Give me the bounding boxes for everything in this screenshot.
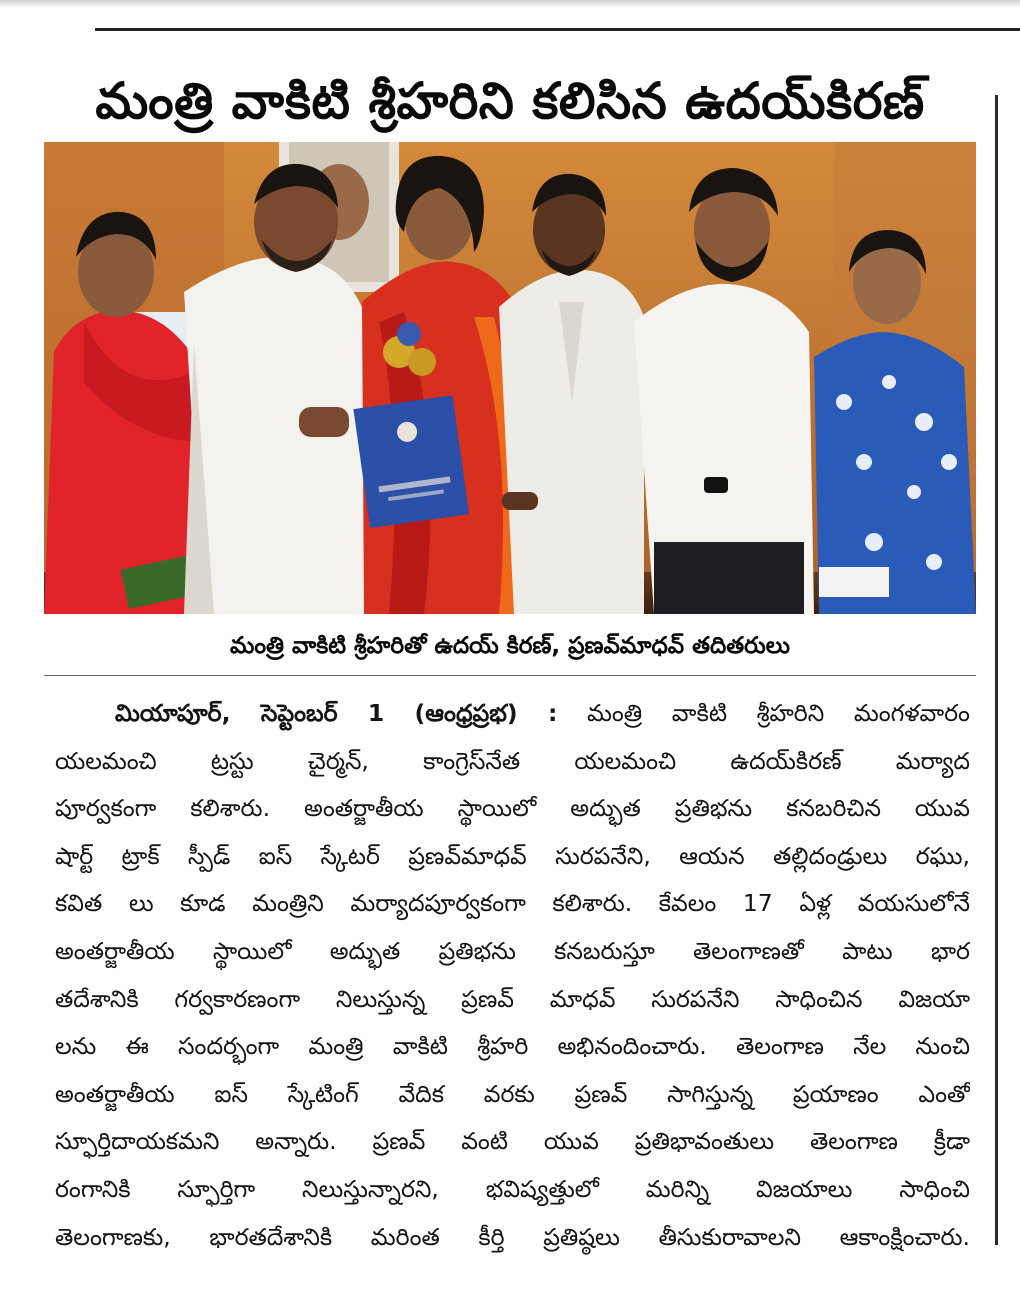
body-line: యలమంచి ట్రస్టు చైర్మన్, కాంగ్రెస్‌నేత యలమంచి ఉదయ్‌కిరణ్ మర్యాద (55, 746, 970, 775)
wristwatch (704, 477, 728, 493)
body-line: తదేశానికి గర్వకారణంగా నిలుస్తున్న ప్రణవ్ మాధవ్ సురపనేని సాధించిన విజయా (55, 984, 970, 1013)
body-line: స్ఫూర్తిదాయకమని అన్నారు. ప్రణవ్ వంటి యువ ప్రతిభావంతులు తెలంగాణ క్రీడా (55, 1127, 970, 1156)
body-line: మియాపూర్, సెప్టెంబర్ 1 (ఆంధ్రప్రభ) : మంత్రి వాకిటి శ్రీహరిని మంగళవారం (115, 699, 970, 727)
previous-article-edge (0, 0, 1020, 8)
body-line: లను ఈ సందర్భంగా మంత్రి వాకిటి శ్రీహరి అభినందించారు. తెలంగాణ నేల నుంచి (55, 1032, 970, 1061)
body-line: అంతర్జాతీయ స్థాయిలో అద్భుత ప్రతిభను కనబరుస్తూ తెలంగాణతో పాటు భార (55, 936, 970, 965)
top-divider (95, 28, 1020, 31)
dateline: మియాపూర్, సెప్టెంబర్ 1 (ఆంధ్రప్రభ) : (115, 699, 558, 727)
photo-caption: మంత్రి వాకిటి శ్రీహరితో ఉదయ్ కిరణ్, ప్రణవ్‌మాధవ్ తదితరులు (230, 633, 790, 659)
group-photo-illustration (44, 142, 976, 614)
column-divider (995, 95, 998, 1245)
caption-divider (44, 675, 976, 676)
body-line: తెలంగాణకు, భారతదేశానికి మరింత కీర్తి ప్రతిష్ఠలు తీసుకురావాలని ఆకాంక్షించారు. (55, 1222, 970, 1251)
body-line: అంతర్జాతీయ ఐస్ స్కేటింగ్ వేదిక వరకు ప్రణవ్ సాగిస్తున్న ప్రయాణం ఎంతో (55, 1079, 970, 1108)
article-headline: మంత్రి వాకిటి శ్రీహరిని కలిసిన ఉదయ్‌కిరణ్ (95, 72, 925, 130)
body-line: పూర్వకంగా కలిశారు. అంతర్జాతీయ స్థాయిలో అద్భుత ప్రతిభను కనబరిచిన యువ (55, 794, 970, 823)
body-line: రంగానికి స్ఫూర్తిగా నిలుస్తున్నారని, భవిష్యత్తులో మరిన్ని విజయాలు సాధించి (55, 1174, 970, 1203)
medal (408, 348, 436, 376)
certificate (353, 395, 469, 528)
body-line: కవిత లు కూడ మంత్రిని మర్యాదపూర్వకంగా కలిశారు. కేవలం 17 ఏళ్ల వయసులోనే (55, 889, 970, 918)
body-line: షార్ట్ ట్రాక్ స్పీడ్ ఐస్ స్కేటర్ ప్రణవ్‌మాధవ్ సురపనేని, ఆయన తల్లిదండ్రులు రఘు, (55, 841, 970, 870)
article-photo (44, 142, 976, 614)
article-body (55, 690, 970, 1261)
